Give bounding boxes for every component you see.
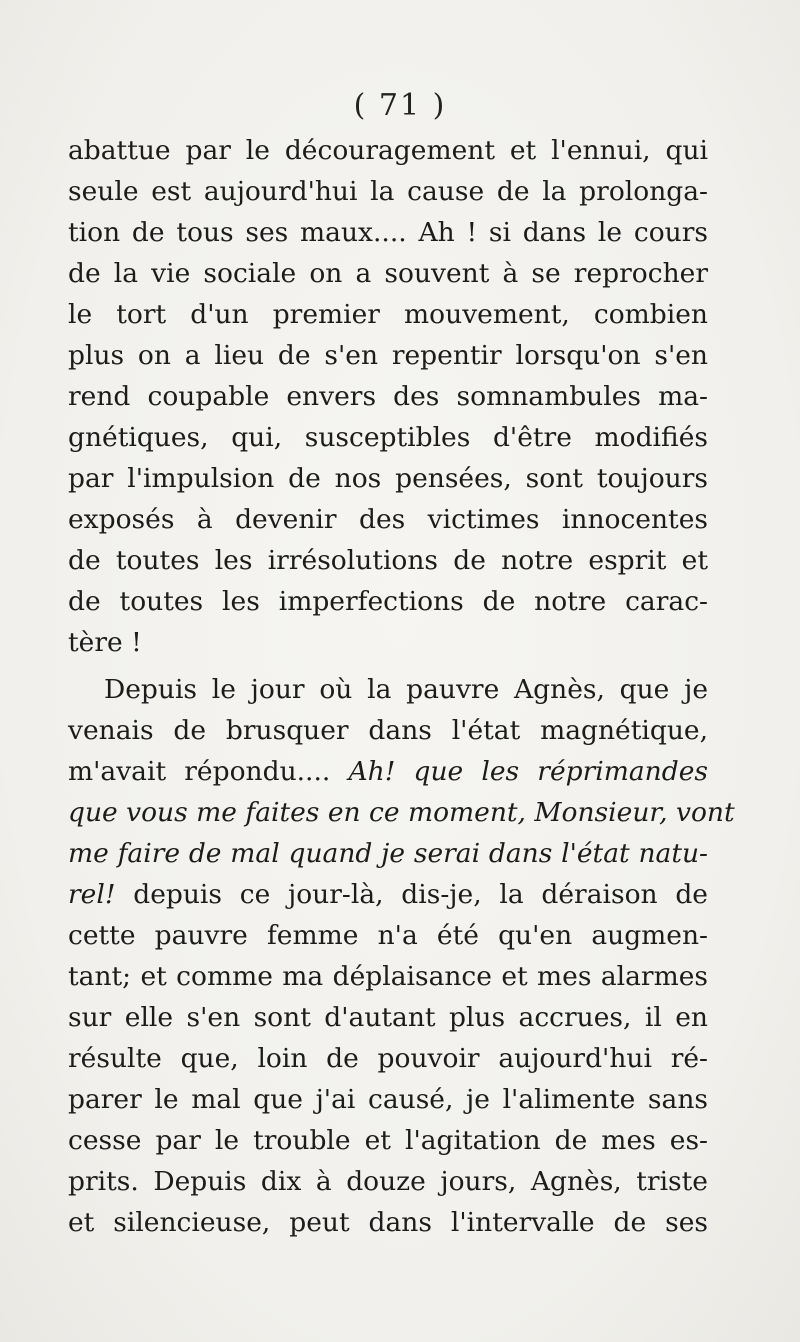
text-line-mixed	[68, 874, 708, 915]
text-line: rend coupable envers des somnambules ma-	[68, 381, 708, 412]
text-line: sur elle s'en sont d'autant plus accrues, il en	[68, 1002, 708, 1033]
text-line: le tort d'un premier mouvement, combien	[68, 299, 708, 330]
italic-quote: rel!	[68, 879, 116, 910]
text-line: de toutes les irrésolutions de notre esprit et	[68, 545, 708, 576]
text-line: de toutes les imperfections de notre carac-	[68, 586, 708, 617]
text-line: gnétiques, qui, susceptibles d'être modifiés	[68, 422, 708, 453]
text-line: résulte que, loin de pouvoir aujourd'hui ré-	[68, 1043, 708, 1074]
text-line: parer le mal que j'ai causé, je l'alimente sans	[68, 1084, 708, 1115]
text-line: de la vie sociale on a souvent à se reprocher	[68, 258, 708, 289]
text-line: par l'impulsion de nos pensées, sont toujours	[68, 463, 708, 494]
text-line: tion de tous ses maux.... Ah ! si dans le cours	[68, 217, 708, 248]
italic-quote-line: me faire de mal quand je serai dans l'état natu-	[68, 838, 708, 869]
text-line: tant; et comme ma déplaisance et mes alarmes	[68, 961, 708, 992]
text-span: m'avait répondu....	[68, 756, 331, 787]
text-line: abattue par le découragement et l'ennui, qui	[68, 135, 708, 166]
text-line: cette pauvre femme n'a été qu'en augmen-	[68, 920, 708, 951]
text-line: venais de brusquer dans l'état magnétique,	[68, 715, 708, 746]
italic-quote-line: que vous me faites en ce moment, Monsieur, vont	[68, 797, 735, 828]
italic-quote: Ah! que les réprimandes	[348, 756, 708, 787]
text-line-mixed	[68, 751, 708, 792]
text-line: tère !	[68, 627, 142, 658]
text-line: et silencieuse, peut dans l'intervalle de ses	[68, 1207, 708, 1238]
text-line: seule est aujourd'hui la cause de la prolonga-	[68, 176, 708, 207]
paragraph-start-line: Depuis le jour où la pauvre Agnès, que je	[104, 674, 708, 705]
text-line: exposés à devenir des victimes innocentes	[68, 504, 708, 535]
text-span: depuis ce jour-là, dis-je, la déraison de	[133, 879, 708, 910]
text-line: cesse par le trouble et l'agitation de mes es-	[68, 1125, 708, 1156]
text-line: prits. Depuis dix à douze jours, Agnès, triste	[68, 1166, 708, 1197]
page-number: ( 71 )	[353, 88, 447, 123]
body-text	[68, 130, 735, 1243]
text-line: plus on a lieu de s'en repentir lorsqu'on s'en	[68, 340, 708, 371]
